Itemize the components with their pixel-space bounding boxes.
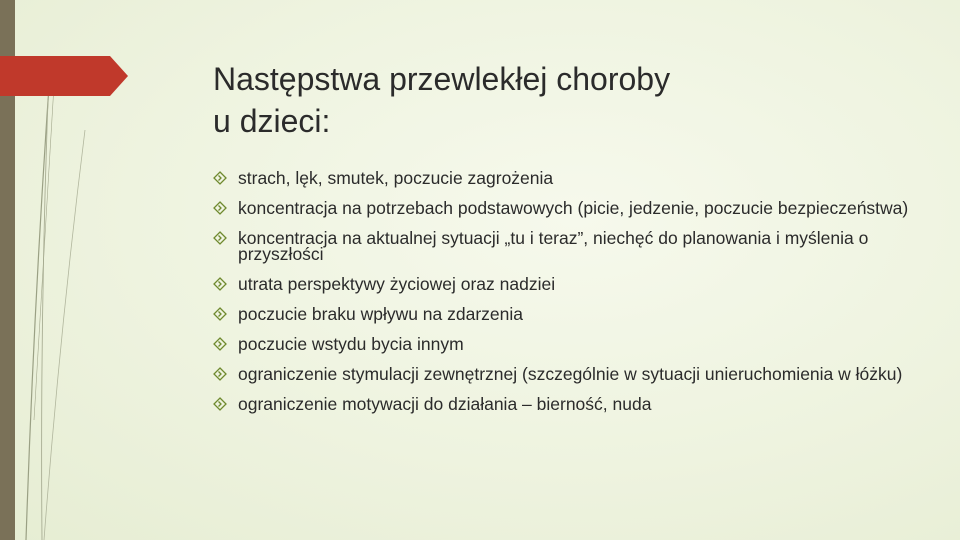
diamond-arrow-icon	[213, 367, 227, 381]
slide-title	[213, 58, 913, 142]
bullet-item	[213, 396, 913, 412]
bullet-text: utrata perspektywy życiowej oraz nadziei	[238, 274, 556, 294]
diamond-arrow-icon	[213, 201, 227, 215]
title-line-2: u dzieci:	[213, 103, 331, 139]
bullet-item	[213, 276, 913, 292]
diamond-arrow-icon	[213, 307, 227, 321]
bullet-item	[213, 306, 913, 322]
bullet-item	[213, 336, 913, 352]
bullet-item	[213, 230, 913, 262]
bullet-item	[213, 200, 913, 216]
bullet-text: koncentracja na potrzebach podstawowych (picie, jedzenie, poczucie bezpieczeństwa)	[238, 198, 909, 218]
bullet-text: koncentracja na aktualnej sytuacji „tu i teraz”, niechęć do planowania i myślenia o przyszłości	[238, 228, 869, 264]
diamond-arrow-icon	[213, 397, 227, 411]
bullet-item	[213, 366, 913, 382]
title-line-1: Następstwa przewlekłej choroby	[213, 61, 671, 97]
bullet-text: strach, lęk, smutek, poczucie zagrożenia	[238, 168, 554, 188]
bullet-text: ograniczenie motywacji do działania – bierność, nuda	[238, 394, 652, 414]
title-marker-arrow	[0, 56, 130, 96]
diamond-arrow-icon	[213, 171, 227, 185]
bullet-item	[213, 170, 913, 186]
bullet-text: poczucie braku wpływu na zdarzenia	[238, 304, 524, 324]
diamond-arrow-icon	[213, 231, 227, 245]
bullet-text: poczucie wstydu bycia innym	[238, 334, 464, 354]
bullet-list	[213, 170, 913, 412]
bullet-text: ograniczenie stymulacji zewnętrznej (szczególnie w sytuacji unieruchomienia w łóżku)	[238, 364, 903, 384]
diamond-arrow-icon	[213, 277, 227, 291]
diamond-arrow-icon	[213, 337, 227, 351]
